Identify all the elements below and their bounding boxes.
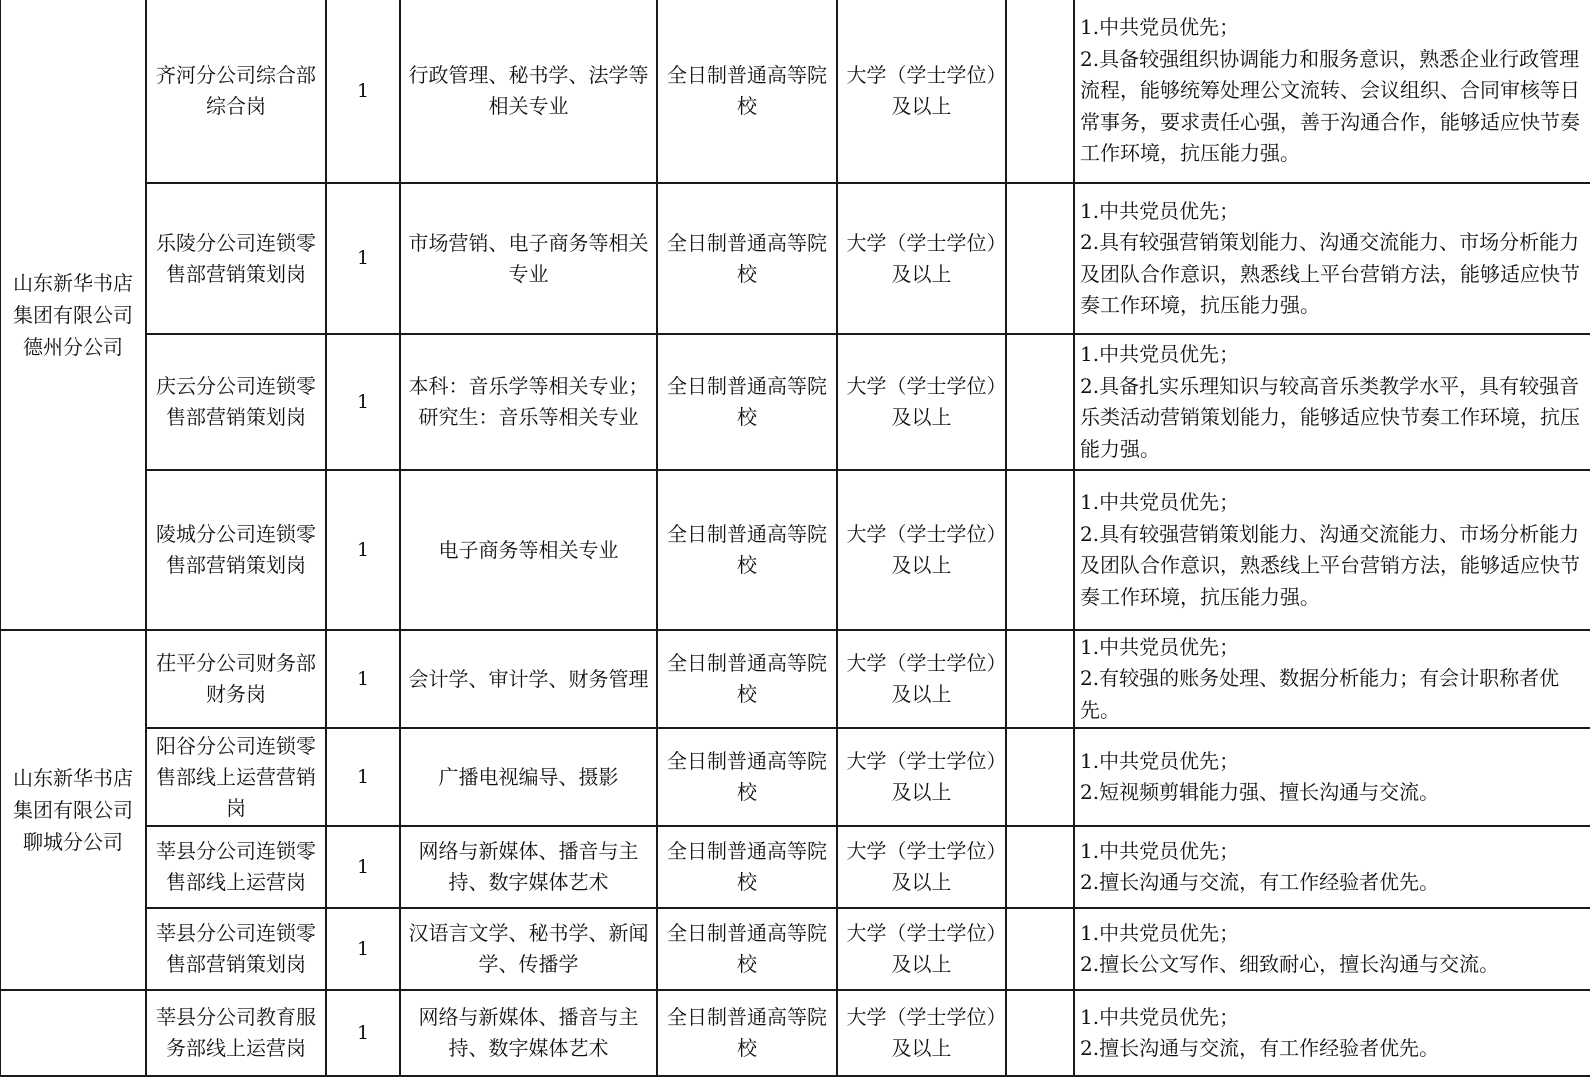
count-cell: 1 <box>326 728 400 826</box>
education-cell: 大学（学士学位）及以上 <box>837 470 1006 630</box>
position-cell: 乐陵分公司连锁零售部营销策划岗 <box>146 183 326 334</box>
school-cell: 全日制普通高等院校 <box>657 990 837 1076</box>
requirements-cell <box>1074 908 1590 990</box>
table-row <box>0 728 1590 826</box>
count-cell: 1 <box>326 470 400 630</box>
school-cell: 全日制普通高等院校 <box>657 334 837 470</box>
major-cell: 网络与新媒体、播音与主持、数字媒体艺术 <box>400 826 657 908</box>
education-cell: 大学（学士学位）及以上 <box>837 630 1006 728</box>
major-cell: 行政管理、秘书学、法学等相关专业 <box>400 0 657 183</box>
other-cell <box>1006 183 1074 334</box>
major-cell: 电子商务等相关专业 <box>400 470 657 630</box>
table-row <box>0 630 1590 728</box>
requirement-line: 2.具有较强营销策划能力、沟通交流能力、市场分析能力及团队合作意识，熟悉线上平台营销方法，能够适应快节奏工作环境，抗压能力强。 <box>1080 521 1580 609</box>
other-cell <box>1006 908 1074 990</box>
requirement-line: 2.有较强的账务处理、数据分析能力；有会计职称者优先。 <box>1080 666 1560 722</box>
requirements-cell <box>1074 183 1590 334</box>
company-cell: 山东新华书店集团有限公司德州分公司 <box>0 0 146 630</box>
position-cell: 莘县分公司连锁零售部营销策划岗 <box>146 908 326 990</box>
requirement-line: 1.中共党员优先； <box>1080 490 1240 514</box>
other-cell <box>1006 990 1074 1076</box>
requirement-line: 1.中共党员优先； <box>1080 838 1240 863</box>
requirement-line: 1.中共党员优先； <box>1080 748 1240 773</box>
requirement-line: 1.中共党员优先； <box>1080 342 1240 366</box>
requirement-line: 1.中共党员优先； <box>1080 634 1240 659</box>
requirement-line: 2.具备较强组织协调能力和服务意识，熟悉企业行政管理流程，能够统筹处理公文流转、会议组织、合同审核等日常事务，要求责任心强，善于沟通合作，能够适应快节奏工作环境，抗压能力强。 <box>1080 46 1580 166</box>
position-cell: 茌平分公司财务部财务岗 <box>146 630 326 728</box>
school-cell: 全日制普通高等院校 <box>657 630 837 728</box>
other-cell <box>1006 728 1074 826</box>
count-cell: 1 <box>326 0 400 183</box>
table-row <box>0 0 1590 183</box>
company-cell <box>0 990 146 1076</box>
school-cell: 全日制普通高等院校 <box>657 728 837 826</box>
other-cell <box>1006 470 1074 630</box>
requirement-line: 2.具有较强营销策划能力、沟通交流能力、市场分析能力及团队合作意识，熟悉线上平台营销方法，能够适应快节奏工作环境，抗压能力强。 <box>1080 230 1580 317</box>
position-cell: 莘县分公司教育服务部线上运营岗 <box>146 990 326 1076</box>
requirement-line: 2.短视频剪辑能力强、擅长沟通与交流。 <box>1080 780 1440 804</box>
requirement-line: 1.中共党员优先； <box>1080 1004 1240 1029</box>
major-cell: 汉语言文学、秘书学、新闻学、传播学 <box>400 908 657 990</box>
other-cell <box>1006 0 1074 183</box>
position-cell: 齐河分公司综合部综合岗 <box>146 0 326 183</box>
requirement-line: 1.中共党员优先； <box>1080 15 1240 40</box>
table-row <box>0 470 1590 630</box>
requirement-line: 2.擅长沟通与交流，有工作经验者优先。 <box>1080 870 1440 894</box>
table-row <box>0 990 1590 1076</box>
requirement-line: 2.擅长沟通与交流，有工作经验者优先。 <box>1080 1036 1440 1060</box>
major-cell: 本科：音乐学等相关专业；研究生：音乐等相关专业 <box>400 334 657 470</box>
school-cell: 全日制普通高等院校 <box>657 0 837 183</box>
table-row <box>0 334 1590 470</box>
education-cell: 大学（学士学位）及以上 <box>837 183 1006 334</box>
requirements-cell <box>1074 826 1590 908</box>
count-cell: 1 <box>326 990 400 1076</box>
count-cell: 1 <box>326 334 400 470</box>
major-cell: 广播电视编导、摄影 <box>400 728 657 826</box>
education-cell: 大学（学士学位）及以上 <box>837 908 1006 990</box>
requirements-cell <box>1074 630 1590 728</box>
major-cell: 网络与新媒体、播音与主持、数字媒体艺术 <box>400 990 657 1076</box>
count-cell: 1 <box>326 826 400 908</box>
other-cell <box>1006 826 1074 908</box>
requirements-cell <box>1074 334 1590 470</box>
education-cell: 大学（学士学位）及以上 <box>837 728 1006 826</box>
requirements-cell <box>1074 728 1590 826</box>
school-cell: 全日制普通高等院校 <box>657 908 837 990</box>
count-cell: 1 <box>326 630 400 728</box>
position-cell: 莘县分公司连锁零售部线上运营岗 <box>146 826 326 908</box>
school-cell: 全日制普通高等院校 <box>657 183 837 334</box>
education-cell: 大学（学士学位）及以上 <box>837 826 1006 908</box>
requirements-cell <box>1074 470 1590 630</box>
requirement-line: 2.擅长公文写作、细致耐心，擅长沟通与交流。 <box>1080 952 1500 976</box>
requirements-cell <box>1074 0 1590 183</box>
major-cell: 会计学、审计学、财务管理 <box>400 630 657 728</box>
school-cell: 全日制普通高等院校 <box>657 826 837 908</box>
other-cell <box>1006 630 1074 728</box>
requirement-line: 1.中共党员优先； <box>1080 920 1240 945</box>
table-row <box>0 183 1590 334</box>
requirement-line: 1.中共党员优先； <box>1080 198 1240 223</box>
count-cell: 1 <box>326 183 400 334</box>
company-cell: 山东新华书店集团有限公司聊城分公司 <box>0 630 146 990</box>
school-cell: 全日制普通高等院校 <box>657 470 837 630</box>
position-cell: 庆云分公司连锁零售部营销策划岗 <box>146 334 326 470</box>
education-cell: 大学（学士学位）及以上 <box>837 0 1006 183</box>
education-cell: 大学（学士学位）及以上 <box>837 990 1006 1076</box>
position-cell: 陵城分公司连锁零售部营销策划岗 <box>146 470 326 630</box>
position-cell: 阳谷分公司连锁零售部线上运营营销岗 <box>146 728 326 826</box>
requirements-cell <box>1074 990 1590 1076</box>
other-cell <box>1006 334 1074 470</box>
table-row <box>0 826 1590 908</box>
requirement-line: 2.具备扎实乐理知识与较高音乐类教学水平，具有较强音乐类活动营销策划能力，能够适应快节奏工作环境，抗压能力强。 <box>1080 373 1580 461</box>
count-cell: 1 <box>326 908 400 990</box>
major-cell: 市场营销、电子商务等相关专业 <box>400 183 657 334</box>
table-row <box>0 908 1590 990</box>
education-cell: 大学（学士学位）及以上 <box>837 334 1006 470</box>
